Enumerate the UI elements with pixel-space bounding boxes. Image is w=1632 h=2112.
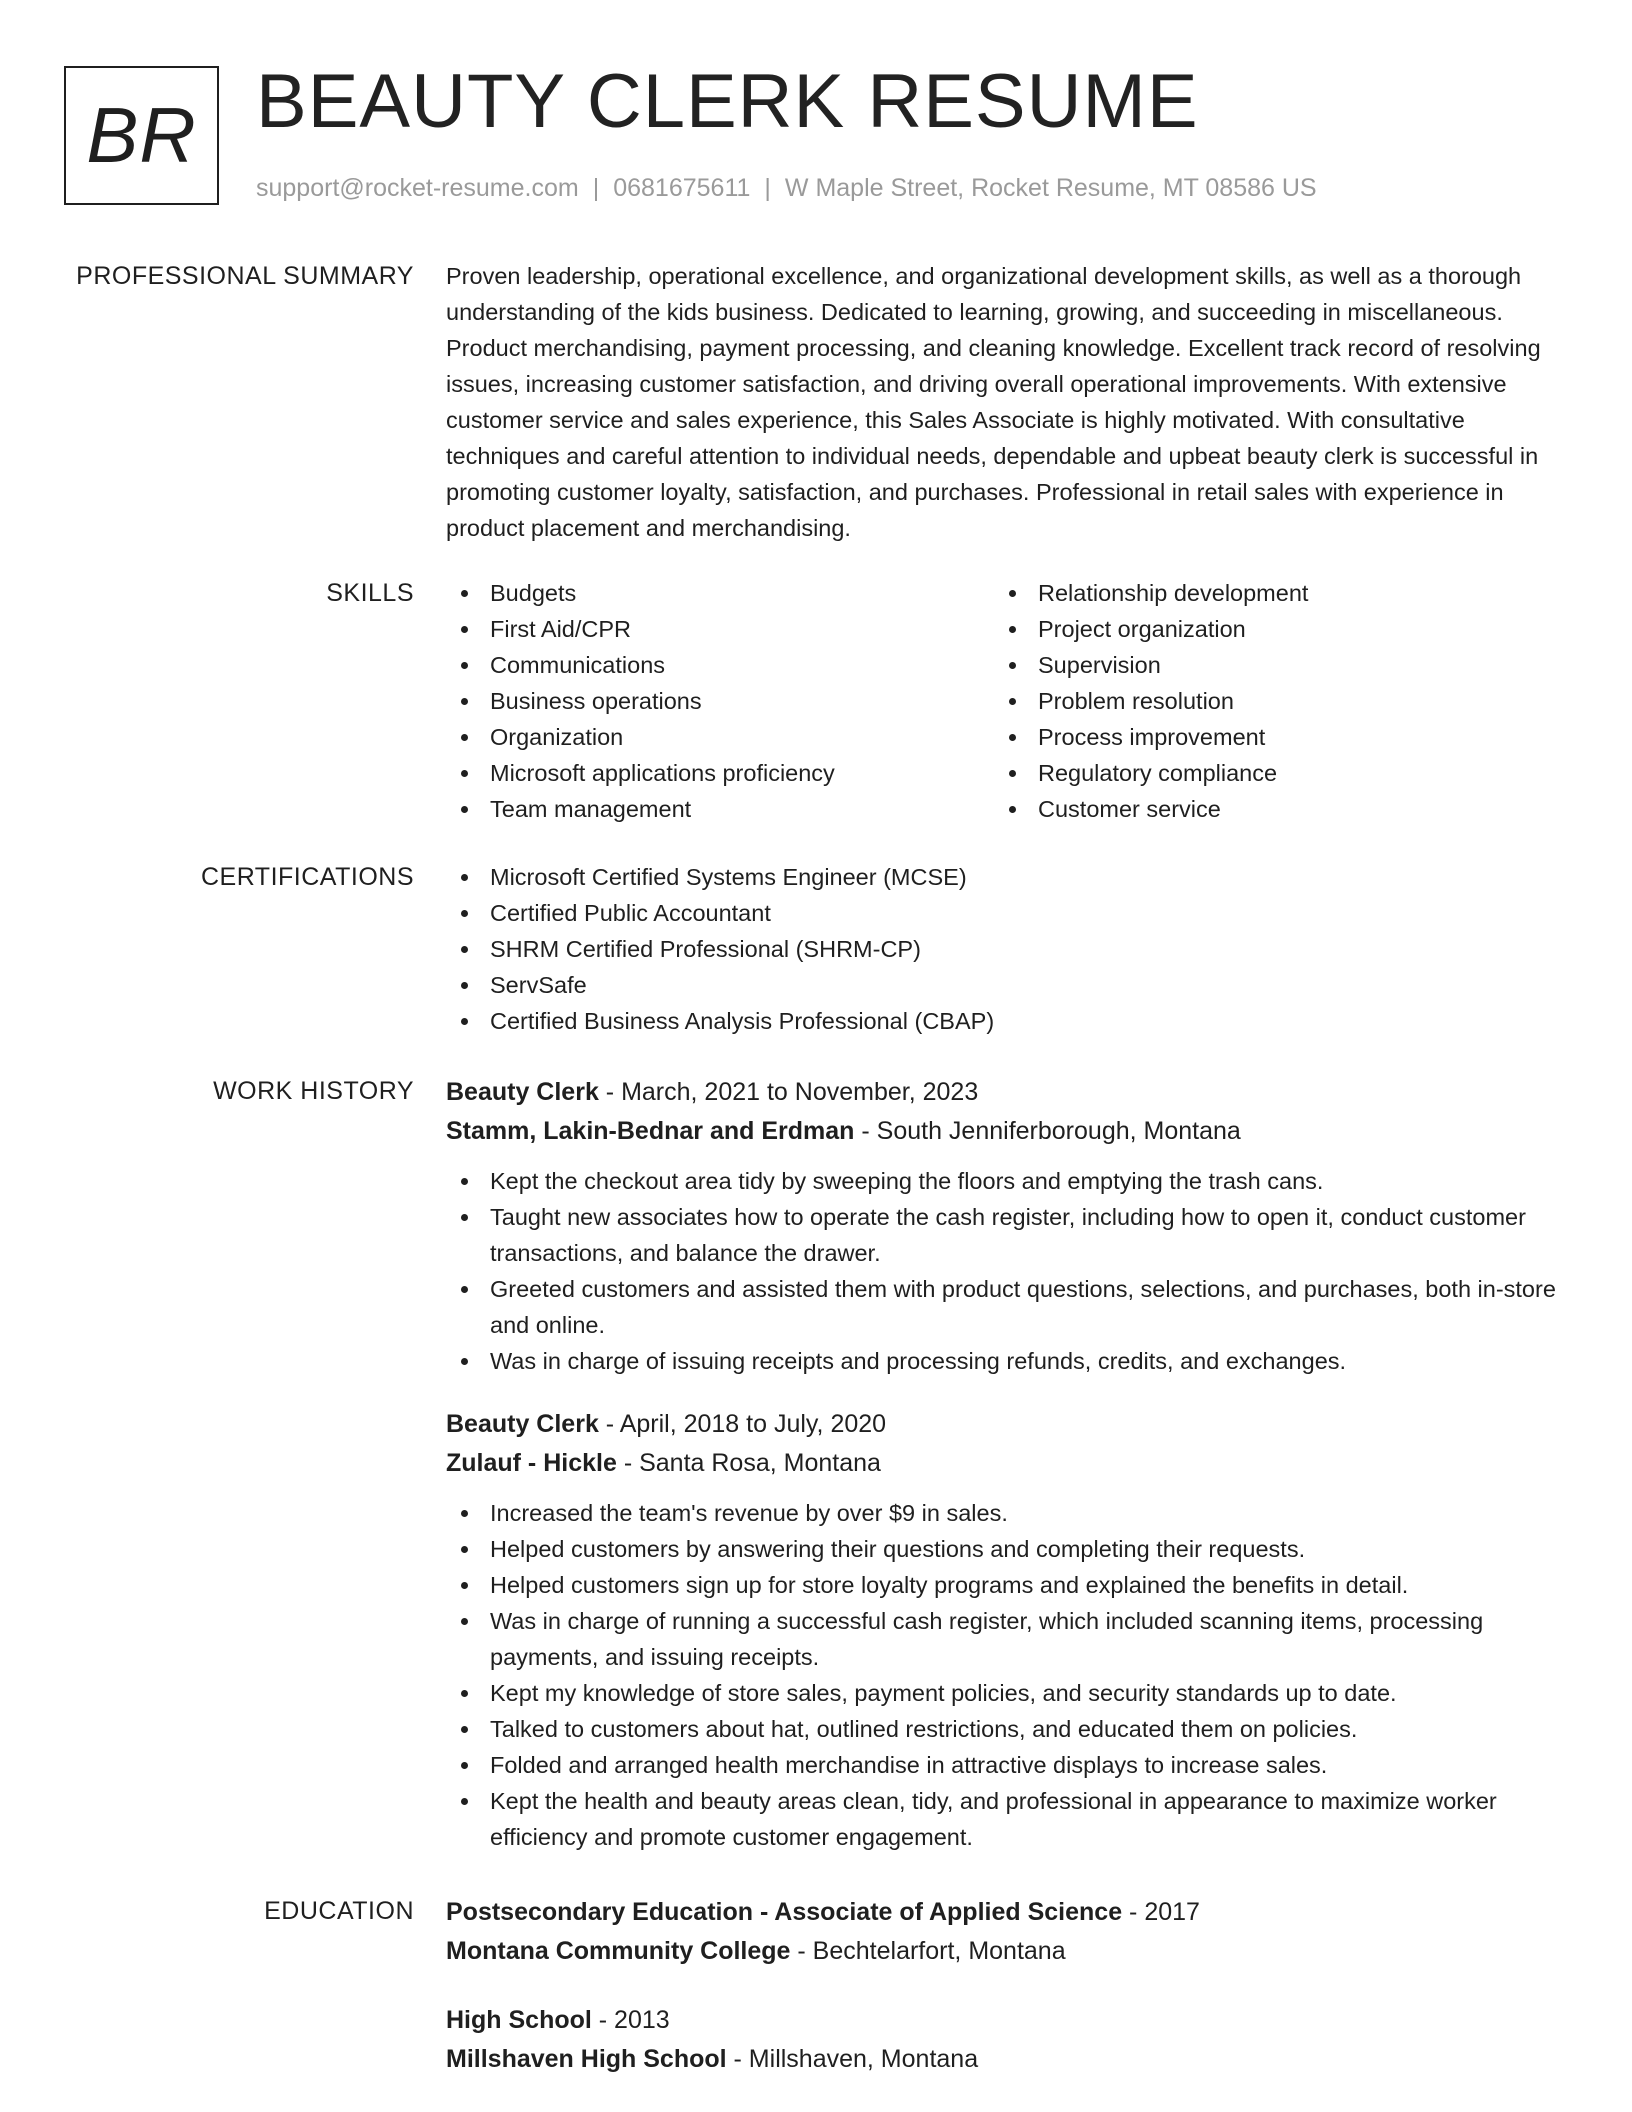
job-location: - South Jenniferborough, Montana: [854, 1117, 1241, 1145]
education-school-line: [446, 1932, 1556, 1971]
skill-item: Relationship development: [994, 575, 1542, 611]
monogram-logo: BR: [64, 66, 219, 205]
job-entry: [446, 1073, 1556, 1379]
education-year: - 2017: [1122, 1898, 1200, 1926]
skill-item: Problem resolution: [994, 683, 1542, 719]
job-role-line: [446, 1073, 1556, 1112]
job-location: - Santa Rosa, Montana: [616, 1449, 881, 1477]
education-year: - 2013: [591, 2006, 670, 2034]
certification-item: SHRM Certified Professional (SHRM-CP): [446, 931, 1556, 967]
skill-item: Communications: [446, 647, 994, 683]
job-company: Stamm, Lakin-Bednar and Erdman: [446, 1117, 855, 1145]
skill-item: Customer service: [994, 791, 1542, 827]
certification-item: Certified Public Accountant: [446, 895, 1556, 931]
section-title-certifications: CERTIFICATIONS: [200, 863, 414, 891]
job-duty: Kept my knowledge of store sales, payment policies, and security standards up to date.: [446, 1675, 1556, 1711]
job-company: Zulauf - Hickle: [446, 1449, 617, 1477]
contact-line: [256, 174, 1317, 203]
education-school-line: [446, 2040, 1556, 2079]
resume-title: BEAUTY CLERK RESUME: [256, 59, 1199, 144]
job-duties: [446, 1163, 1556, 1379]
work-history-body: [446, 1073, 1556, 1881]
skills-list-left: [446, 575, 994, 827]
job-duties: [446, 1495, 1556, 1855]
job-role-line: [446, 1405, 1556, 1444]
job-role: Beauty Clerk: [446, 1078, 599, 1106]
skill-item: Budgets: [446, 575, 994, 611]
job-duty: Was in charge of running a successful cash register, which included scanning items, processing payments, and issuing receipts.: [446, 1603, 1556, 1675]
job-duty: Talked to customers about hat, outlined restrictions, and educated them on policies.: [446, 1711, 1556, 1747]
skill-item: Business operations: [446, 683, 994, 719]
skill-item: Microsoft applications proficiency: [446, 755, 994, 791]
skills-body: [446, 575, 1556, 827]
education-degree: Postsecondary Education - Associate of Applied Science: [446, 1898, 1123, 1926]
job-duty: Kept the health and beauty areas clean, tidy, and professional in appearance to maximize worker efficiency and promote customer engagement.: [446, 1783, 1556, 1855]
education-degree-line: [446, 1893, 1556, 1932]
job-duty: Was in charge of issuing receipts and processing refunds, credits, and exchanges.: [446, 1343, 1556, 1379]
skills-list-right: [994, 575, 1542, 827]
job-role: Beauty Clerk: [446, 1410, 599, 1438]
job-duty: Kept the checkout area tidy by sweeping the floors and emptying the trash cans.: [446, 1163, 1556, 1199]
job-company-line: [446, 1112, 1556, 1151]
section-title-work-history: WORK HISTORY: [213, 1077, 414, 1105]
certifications-body: [446, 859, 1556, 1039]
contact-separator: |: [764, 174, 771, 202]
skill-item: First Aid/CPR: [446, 611, 994, 647]
section-title-education: EDUCATION: [264, 1897, 414, 1925]
certifications-list: [446, 859, 1556, 1039]
education-school: Montana Community College: [446, 1937, 791, 1965]
contact-address: W Maple Street, Rocket Resume, MT 08586 US: [784, 174, 1317, 202]
skill-item: Project organization: [994, 611, 1542, 647]
job-entry: [446, 1405, 1556, 1855]
skill-item: Regulatory compliance: [994, 755, 1542, 791]
contact-separator: |: [592, 174, 600, 202]
skill-item: Process improvement: [994, 719, 1542, 755]
certification-item: ServSafe: [446, 967, 1556, 1003]
summary-text: Proven leadership, operational excellence, and organizational development skills, as well as a thorough understanding of the kids business. Dedicated to learning, growing, and succeeding in miscellaneous. Product merchandising, payment processing, and cleaning knowledge. Excellent track record of resolving issues, increasing customer satisfaction, and driving overall operational improvements. With extensive customer service and sales experience, this Sales Associate is highly motivated. With consultative techniques and careful attention to individual needs, dependable and upbeat beauty clerk is successful in promoting customer loyalty, satisfaction, and purchases. Professional in retail sales with experience in product placement and merchandising.: [446, 263, 1541, 541]
education-school: Millshaven High School: [446, 2045, 727, 2073]
education-entry: [446, 1893, 1556, 1971]
job-duty: Folded and arranged health merchandise in attractive displays to increase sales.: [446, 1747, 1556, 1783]
certification-item: Certified Business Analysis Professional (CBAP): [446, 1003, 1556, 1039]
job-company-line: [446, 1444, 1556, 1483]
education-degree-line: [446, 2001, 1556, 2040]
job-duty: Increased the team's revenue by over $9 in sales.: [446, 1495, 1556, 1531]
section-title-skills: SKILLS: [326, 579, 414, 607]
skill-item: Organization: [446, 719, 994, 755]
education-location: - Millshaven, Montana: [726, 2045, 979, 2073]
job-dates: - March, 2021 to November, 2023: [598, 1078, 979, 1106]
job-duty: Taught new associates how to operate the cash register, including how to open it, conduct customer transactions, and balance the drawer.: [446, 1199, 1556, 1271]
contact-email[interactable]: support@rocket-resume.com: [256, 174, 579, 202]
summary-body: [446, 258, 1556, 546]
job-duty: Greeted customers and assisted them with product questions, selections, and purchases, both in-store and online.: [446, 1271, 1556, 1343]
education-degree: High School: [446, 2006, 592, 2034]
skill-item: Supervision: [994, 647, 1542, 683]
job-dates: - April, 2018 to July, 2020: [598, 1410, 887, 1438]
education-body: [446, 1893, 1556, 2109]
certification-item: Microsoft Certified Systems Engineer (MCSE): [446, 859, 1556, 895]
section-title-summary: PROFESSIONAL SUMMARY: [76, 262, 414, 290]
job-duty: Helped customers by answering their questions and completing their requests.: [446, 1531, 1556, 1567]
skill-item: Team management: [446, 791, 994, 827]
job-duty: Helped customers sign up for store loyalty programs and explained the benefits in detail.: [446, 1567, 1556, 1603]
education-entry: [446, 2001, 1556, 2079]
contact-phone[interactable]: 0681675611: [613, 174, 751, 202]
education-location: - Bechtelarfort, Montana: [790, 1937, 1066, 1965]
